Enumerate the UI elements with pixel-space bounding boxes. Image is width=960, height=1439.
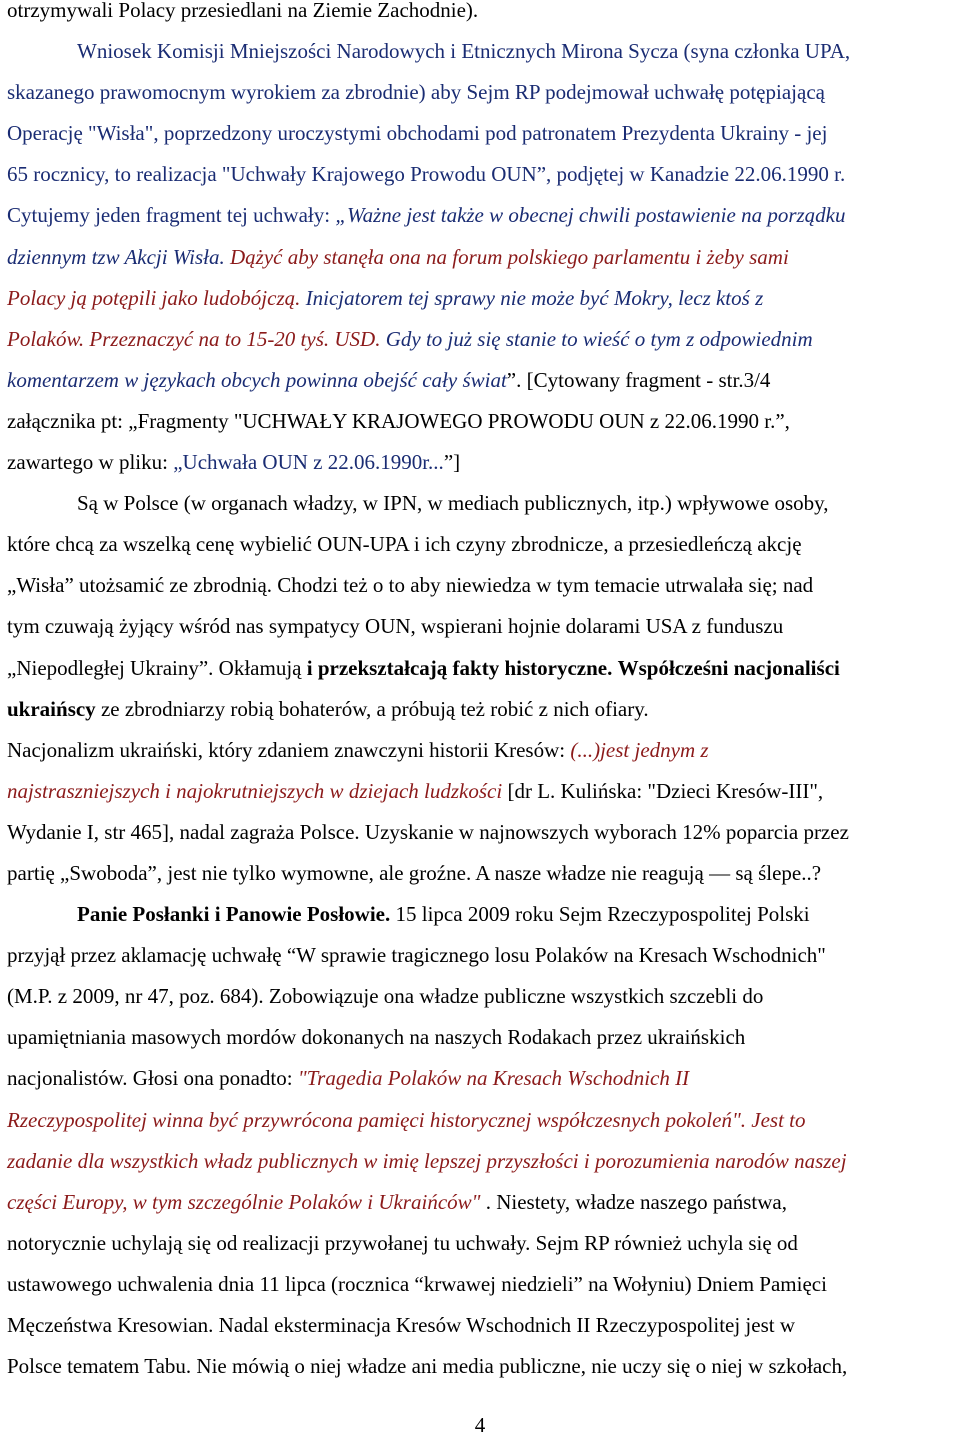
page-number: 4 (474, 1413, 486, 1437)
text-run: i przekształcają fakty historyczne. (306, 655, 613, 680)
text-line (7, 401, 953, 442)
text-line (7, 1100, 953, 1141)
text-line (7, 1058, 953, 1099)
text-line (7, 771, 953, 812)
text-line (7, 72, 953, 113)
text-line (7, 606, 953, 647)
text-line (7, 1223, 953, 1264)
text-run: najstraszniejszych i najokrutniejszych w dziejach ludzkości (7, 778, 503, 803)
text-run: które chcą za wszelką cenę wybielić OUN-UPA i ich czyny zbrodnicze, a przesiedleńczą akcję (7, 532, 802, 557)
text-run: części Europy, w tym szczególnie Polaków i Ukraińców" (7, 1189, 481, 1214)
text-run: 65 rocznicy, to realizacja "Uchwały Krajowego Prowodu OUN”, podjętej w Kanadzie 22.06.1990 r. (7, 162, 846, 187)
text-line (7, 442, 953, 483)
text-line (7, 1264, 953, 1305)
text-run: ”. [Cytowany fragment - str.3/4 (506, 367, 771, 392)
text-run: partię „Swoboda”, jest nie tylko wymowne, ale groźne. A nasze władze nie reagują — są ślepe..? (7, 860, 822, 885)
text-run: Gdy to już się stanie to wieść o tym z odpowiednim (385, 326, 813, 351)
text-line (7, 730, 953, 771)
text-run: Operację "Wisła", poprzedzony uroczystymi obchodami pod patronatem Prezydenta Ukrainy - jej (7, 121, 828, 146)
text-run: Wniosek Komisji Mniejszości Narodowych i Etnicznych Mirona Sycza (syna członka UPA, (77, 39, 851, 64)
text-run: Są w Polsce (w organach władzy, w IPN, w mediach publicznych, itp.) wpływowe osoby, (77, 491, 829, 516)
text-run: „Uchwała OUN z 22.06.1990r... (173, 450, 444, 475)
text-run: zadanie dla wszystkich władz publicznych w imię lepszej przyszłości i porozumienia narodów naszej (7, 1148, 847, 1173)
text-run: nacjonalistów. Głosi ona ponadto: (7, 1066, 298, 1091)
text-run: załącznika pt: „Fragmenty "UCHWAŁY KRAJOWEGO PROWODU OUN z 22.06.1990 r.”, (7, 408, 790, 433)
text-run: Nacjonalizm ukraiński, który zdaniem znawczyni historii Kresów: (7, 737, 571, 762)
text-run: zawartego w pliku: (7, 450, 174, 475)
text-run: [dr L. Kulińska: "Dzieci Kresów-III", (502, 778, 824, 803)
text-line (7, 976, 953, 1017)
text-run: otrzymywali Polacy przesiedlani na Ziemie Zachodnie). (7, 0, 479, 22)
text-line (7, 689, 953, 730)
text-line (7, 113, 953, 154)
text-line (7, 935, 953, 976)
text-run: (...)jest jednym z (570, 737, 709, 762)
text-run: Rzeczypospolitej winna być przywrócona pamięci historycznej współczesnych pokoleń". Jest to (7, 1107, 806, 1132)
text-run: ukraińscy (7, 696, 96, 721)
text-run: 15 lipca 2009 roku Sejm Rzeczypospolitej Polski (390, 902, 810, 927)
text-run: Polacy ją potępili jako ludobójczą. (7, 285, 306, 310)
text-run: przyjął przez aklamację uchwałę “W sprawie tragicznego losu Polaków na Kresach Wschodnich" (7, 943, 826, 968)
text-run: (M.P. z 2009, nr 47, poz. 684). Zobowiązuje ona władze publiczne wszystkich szczebli do (7, 984, 764, 1009)
text-line (7, 237, 953, 278)
text-line (7, 0, 953, 31)
text-run: notorycznie uchylają się od realizacji przywołanej tu uchwały. Sejm RP również uchyla się od (7, 1230, 798, 1255)
text-run: . Niestety, władze naszego państwa, (480, 1189, 787, 1214)
text-line (7, 31, 953, 72)
text-line (7, 853, 953, 894)
text-run: Cytujemy jeden fragment tej uchwały: (7, 203, 336, 228)
text-line (7, 154, 953, 195)
text-line (7, 278, 953, 319)
document-body (7, 0, 953, 1387)
text-run: ”] (443, 450, 461, 475)
text-run: upamiętniania masowych mordów dokonanych na naszych Rodakach przez ukraińskich (7, 1025, 746, 1050)
text-run: Polsce tematem Tabu. Nie mówią o niej władze ani media publiczne, nie uczy się o niej w szkołach, (7, 1354, 848, 1379)
text-run: komentarzem w językach obcych powinna obejść cały świat (7, 367, 507, 392)
text-run: skazanego prawomocnym wyrokiem za zbrodnie) aby Sejm RP podejmował uchwałę potępiającą (7, 80, 825, 105)
text-run: Współcześni nacjonaliści (617, 655, 840, 680)
text-run: ustawowego uchwalenia dnia 11 lipca (rocznica “krwawej niedzieli” na Wołyniu) Dniem Pamięci (7, 1271, 827, 1296)
text-line (7, 319, 953, 360)
text-run: Panie Posłanki i Panowie Posłowie. (77, 902, 391, 927)
text-line (7, 1305, 953, 1346)
text-line (7, 894, 953, 935)
text-run: „Ważne jest także w obecnej chwili postawienie na porządku (335, 203, 846, 228)
text-run: dziennym tzw Akcji Wisła. (7, 244, 231, 269)
text-line (7, 1141, 953, 1182)
text-line (7, 360, 953, 401)
text-run: Inicjatorem tej sprawy nie może być Mokry, lecz ktoś z (305, 285, 764, 310)
text-line (7, 812, 953, 853)
text-run: „Niepodległej Ukrainy”. Okłamują (7, 655, 307, 680)
text-run: Dążyć aby stanęła ona na forum polskiego parlamentu i żeby sami (230, 244, 789, 269)
text-line (7, 195, 953, 236)
text-line (7, 524, 953, 565)
text-run: Polaków. Przeznaczyć na to 15-20 tyś. USD. (7, 326, 386, 351)
text-run: Wydanie I, str 465], nadal zagraża Polsce. Uzyskanie w najnowszych wyborach 12% poparcia przez (7, 819, 849, 844)
text-run: „Wisła” utożsamić ze zbrodnią. Chodzi też o to aby niewiedza w tym temacie utrwalała się; nad (7, 573, 814, 598)
text-line (7, 648, 953, 689)
text-line (7, 1346, 953, 1387)
text-line (7, 1182, 953, 1223)
text-line (7, 483, 953, 524)
text-run: Męczeństwa Kresowian. Nadal eksterminacja Kresów Wschodnich II Rzeczypospolitej jest w (7, 1313, 796, 1337)
text-run: tym czuwają żyjący wśród nas sympatycy OUN, wspierani hojnie dolarami USA z funduszu (7, 614, 784, 639)
text-run: ze zbrodniarzy robią bohaterów, a próbują też robić z nich ofiary. (95, 696, 649, 721)
text-line (7, 565, 953, 606)
text-run: "Tragedia Polaków na Kresach Wschodnich II (297, 1066, 690, 1091)
text-line (7, 1017, 953, 1058)
